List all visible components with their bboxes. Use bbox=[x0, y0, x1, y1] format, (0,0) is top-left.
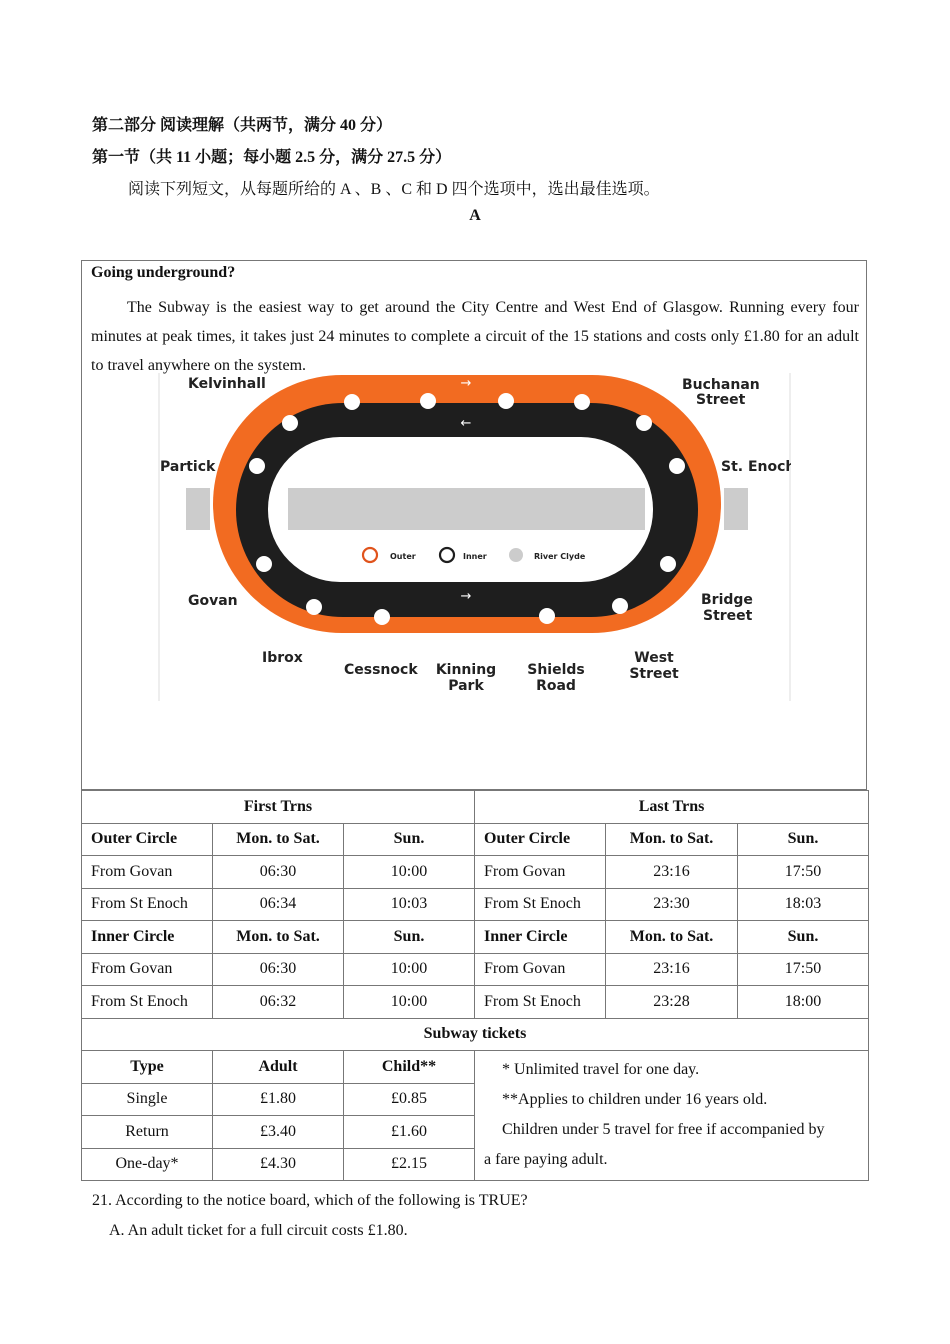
col-sunday: Sun. bbox=[738, 921, 869, 954]
ticket-child-price: £0.85 bbox=[344, 1083, 475, 1116]
river-left-segment bbox=[186, 488, 210, 530]
last-trains-header: Last Trns bbox=[475, 791, 869, 824]
station-buchanan-line1: Buchanan bbox=[682, 377, 760, 393]
timetable bbox=[81, 790, 869, 1181]
time-cell: 10:00 bbox=[344, 986, 475, 1019]
time-cell: 17:50 bbox=[738, 953, 869, 986]
station-dot bbox=[420, 393, 436, 409]
station-dot bbox=[256, 556, 272, 572]
question-option-a: A. An adult ticket for a full circuit costs £1.80. bbox=[109, 1222, 408, 1239]
article-title: Going underground? bbox=[91, 264, 236, 281]
subway-map bbox=[158, 373, 791, 701]
ticket-adult-header: Adult bbox=[213, 1051, 344, 1084]
subway-map-graphic bbox=[158, 373, 791, 701]
station-st-enoch: St. Enoch bbox=[721, 459, 791, 475]
station-kinning-line1: Kinning bbox=[435, 662, 497, 678]
time-cell: 06:32 bbox=[213, 986, 344, 1019]
station-partick: Partick bbox=[160, 459, 216, 475]
col-weekday: Mon. to Sat. bbox=[213, 823, 344, 856]
table-row bbox=[82, 856, 869, 889]
station-dot bbox=[669, 458, 685, 474]
note-under-five-cont: a fare paying adult. bbox=[484, 1151, 608, 1168]
station-west-line1: West bbox=[634, 650, 674, 666]
station-dot bbox=[636, 415, 652, 431]
station-ibrox: Ibrox bbox=[262, 650, 303, 666]
time-cell: 18:03 bbox=[738, 888, 869, 921]
from-cell: From St Enoch bbox=[475, 888, 606, 921]
ticket-adult-price: £3.40 bbox=[213, 1116, 344, 1149]
time-cell: 18:00 bbox=[738, 986, 869, 1019]
station-shields-line1: Shields bbox=[527, 662, 585, 678]
col-sunday: Sun. bbox=[344, 823, 475, 856]
inner-circle-label: Inner Circle bbox=[475, 921, 606, 954]
ticket-child-header: Child** bbox=[344, 1051, 475, 1084]
from-cell: From St Enoch bbox=[82, 888, 213, 921]
from-cell: From Govan bbox=[475, 953, 606, 986]
time-cell: 06:30 bbox=[213, 856, 344, 889]
instruction-text: 阅读下列短文，从每题所给的 A 、B 、C 和 D 四个选项中，选出最佳选项。 bbox=[128, 181, 660, 198]
station-bridge-line1: Bridge bbox=[701, 592, 753, 608]
table-row bbox=[82, 1051, 869, 1084]
ticket-notes bbox=[475, 1051, 869, 1181]
part-heading: 第二部分 阅读理解（共两节，满分 40 分） bbox=[92, 117, 393, 134]
ticket-type-header: Type bbox=[82, 1051, 213, 1084]
time-cell: 06:30 bbox=[213, 953, 344, 986]
station-dot bbox=[306, 599, 322, 615]
col-sunday: Sun. bbox=[738, 823, 869, 856]
col-weekday: Mon. to Sat. bbox=[606, 823, 738, 856]
question-stem: 21. According to the notice board, which of the following is TRUE? bbox=[92, 1192, 528, 1209]
ticket-adult-price: £4.30 bbox=[213, 1148, 344, 1181]
table-row bbox=[82, 921, 869, 954]
note-under-five: Children under 5 travel for free if accompanied by bbox=[502, 1121, 825, 1138]
table-row bbox=[82, 888, 869, 921]
notice-board bbox=[81, 260, 867, 790]
first-trains-header: First Trns bbox=[82, 791, 475, 824]
outer-direction-arrow-top: → bbox=[460, 376, 472, 391]
note-unlimited: * Unlimited travel for one day. bbox=[502, 1061, 700, 1078]
table-row bbox=[82, 986, 869, 1019]
article-body: The Subway is the easiest way to get around the City Centre and West End of Glasgow. Running every four minutes at peak times, it takes just 24 minutes to complete a circuit of the 15 stations and costs only £1.80 for an adult to travel anywhere on the system. bbox=[91, 299, 859, 374]
from-cell: From St Enoch bbox=[82, 986, 213, 1019]
station-dot bbox=[374, 609, 390, 625]
table-row bbox=[82, 791, 869, 824]
station-shields-line2: Road bbox=[536, 678, 576, 694]
station-dot bbox=[249, 458, 265, 474]
station-dot bbox=[539, 608, 555, 624]
legend-outer: Outer bbox=[390, 552, 416, 561]
from-cell: From Govan bbox=[475, 856, 606, 889]
time-cell: 23:28 bbox=[606, 986, 738, 1019]
station-dot bbox=[574, 394, 590, 410]
ticket-type: Single bbox=[82, 1083, 213, 1116]
from-cell: From Govan bbox=[82, 856, 213, 889]
legend-river: River Clyde bbox=[534, 552, 586, 561]
inner-direction-arrow-top: ← bbox=[460, 416, 472, 431]
station-dot bbox=[660, 556, 676, 572]
time-cell: 23:16 bbox=[606, 953, 738, 986]
ticket-type: Return bbox=[82, 1116, 213, 1149]
ticket-child-price: £1.60 bbox=[344, 1116, 475, 1149]
station-dot bbox=[612, 598, 628, 614]
tickets-title: Subway tickets bbox=[82, 1018, 869, 1051]
passage-label: A bbox=[469, 207, 481, 224]
from-cell: From St Enoch bbox=[475, 986, 606, 1019]
ticket-child-price: £2.15 bbox=[344, 1148, 475, 1181]
ticket-type: One-day* bbox=[82, 1148, 213, 1181]
ticket-adult-price: £1.80 bbox=[213, 1083, 344, 1116]
river-clyde bbox=[288, 488, 645, 530]
station-cessnock: Cessnock bbox=[344, 662, 418, 678]
station-dot bbox=[344, 394, 360, 410]
time-cell: 23:16 bbox=[606, 856, 738, 889]
note-children-age: **Applies to children under 16 years old. bbox=[502, 1091, 768, 1108]
station-dot bbox=[498, 393, 514, 409]
station-west-line2: Street bbox=[629, 666, 679, 682]
station-govan: Govan bbox=[188, 593, 238, 609]
from-cell: From Govan bbox=[82, 953, 213, 986]
table-row bbox=[82, 953, 869, 986]
station-dot bbox=[282, 415, 298, 431]
col-sunday: Sun. bbox=[344, 921, 475, 954]
station-buchanan-line2: Street bbox=[696, 392, 746, 408]
inner-direction-arrow-bottom: → bbox=[460, 589, 472, 604]
time-cell: 10:03 bbox=[344, 888, 475, 921]
outer-direction-arrow-bottom: ← bbox=[460, 632, 472, 647]
outer-circle-label: Outer Circle bbox=[475, 823, 606, 856]
legend-inner: Inner bbox=[463, 552, 487, 561]
time-cell: 23:30 bbox=[606, 888, 738, 921]
table-row bbox=[82, 1018, 869, 1051]
time-cell: 17:50 bbox=[738, 856, 869, 889]
inner-circle-label: Inner Circle bbox=[82, 921, 213, 954]
station-kelvinhall: Kelvinhall bbox=[188, 376, 266, 392]
col-weekday: Mon. to Sat. bbox=[213, 921, 344, 954]
table-row bbox=[82, 823, 869, 856]
time-cell: 06:34 bbox=[213, 888, 344, 921]
outer-circle-label: Outer Circle bbox=[82, 823, 213, 856]
river-legend-icon bbox=[509, 548, 523, 562]
time-cell: 10:00 bbox=[344, 953, 475, 986]
station-bridge-line2: Street bbox=[703, 608, 753, 624]
station-kinning-line2: Park bbox=[448, 678, 484, 694]
col-weekday: Mon. to Sat. bbox=[606, 921, 738, 954]
time-cell: 10:00 bbox=[344, 856, 475, 889]
river-right-segment bbox=[724, 488, 748, 530]
section-heading: 第一节（共 11 小题；每小题 2.5 分，满分 27.5 分） bbox=[92, 149, 452, 166]
